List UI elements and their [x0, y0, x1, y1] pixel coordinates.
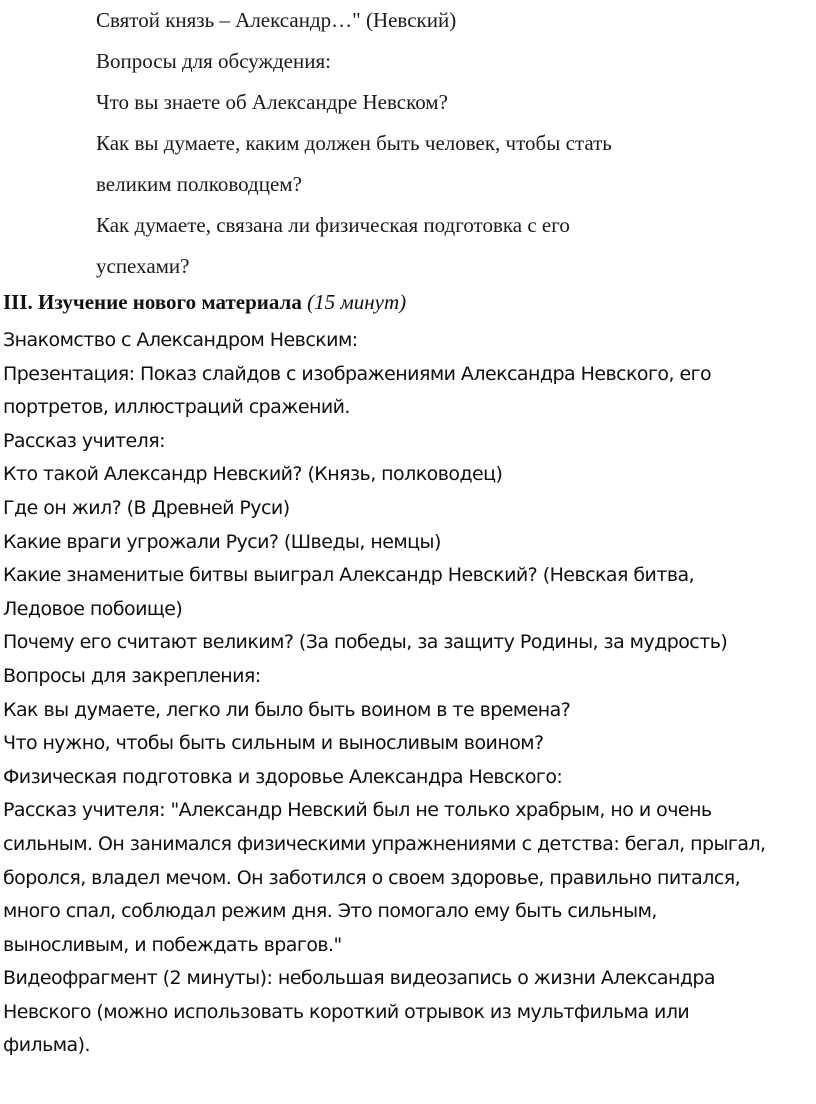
- section-duration: (15 минут): [307, 290, 407, 314]
- intro-line: Святой князь – Александр…" (Невский): [96, 8, 457, 32]
- intro-line: Как вы думаете, каким должен быть человек, чтобы стать: [96, 131, 612, 155]
- body-line: Физическая подготовка и здоровье Александра Невского:: [3, 765, 563, 788]
- body-line: много спал, соблюдал режим дня. Это помогало ему быть сильным,: [3, 900, 657, 923]
- discussion-questions-block: [96, 0, 796, 287]
- body-line: Почему его считают великим? (За победы, за защиту Родины, за мудрость): [3, 631, 728, 654]
- section-title: III. Изучение нового материала: [3, 290, 302, 314]
- body-line: Знакомство с Александром Невским:: [3, 329, 358, 351]
- body-line: Где он жил? (В Древней Руси): [3, 496, 290, 519]
- body-line: Кто такой Александр Невский? (Князь, полководец): [3, 463, 503, 486]
- section-heading: [3, 282, 406, 322]
- body-line: Рассказ учителя:: [3, 429, 166, 452]
- body-line: Презентация: Показ слайдов с изображениями Александра Невского, его: [3, 362, 712, 385]
- intro-line: Вопросы для обсуждения:: [96, 49, 331, 73]
- body-line: сильным. Он занимался физическими упражнениями с детства: бегал, прыгал,: [3, 832, 766, 855]
- body-line: боролся, владел мечом. Он заботился о своем здоровье, правильно питался,: [3, 866, 741, 889]
- body-line: Видеофрагмент (2 минуты): небольшая видеозапись о жизни Александра: [3, 967, 716, 990]
- body-line: Как вы думаете, легко ли было быть воином в те времена?: [3, 698, 571, 721]
- body-line: Рассказ учителя: "Александр Невский был не только храбрым, но и очень: [3, 799, 712, 822]
- body-line: Какие знаменитые битвы выиграл Александр Невский? (Невская битва,: [3, 564, 695, 587]
- body-line: Какие враги угрожали Руси? (Шведы, немцы): [3, 530, 441, 553]
- lesson-body: [3, 324, 803, 1063]
- body-line: выносливым, и побеждать врагов.": [3, 933, 342, 956]
- intro-line: успехами?: [96, 254, 190, 278]
- body-line: Вопросы для закрепления:: [3, 664, 261, 687]
- body-line: Невского (можно использовать короткий отрывок из мультфильма или: [3, 1000, 690, 1023]
- intro-line: великим полководцем?: [96, 172, 302, 196]
- body-line: Ледовое побоище): [3, 597, 183, 620]
- intro-line: Что вы знаете об Александре Невском?: [96, 90, 448, 114]
- intro-line: Как думаете, связана ли физическая подготовка с его: [96, 213, 570, 237]
- body-line: портретов, иллюстраций сражений.: [3, 396, 350, 419]
- body-line: Что нужно, чтобы быть сильным и выносливым воином?: [3, 732, 544, 755]
- body-line: фильма).: [3, 1034, 90, 1057]
